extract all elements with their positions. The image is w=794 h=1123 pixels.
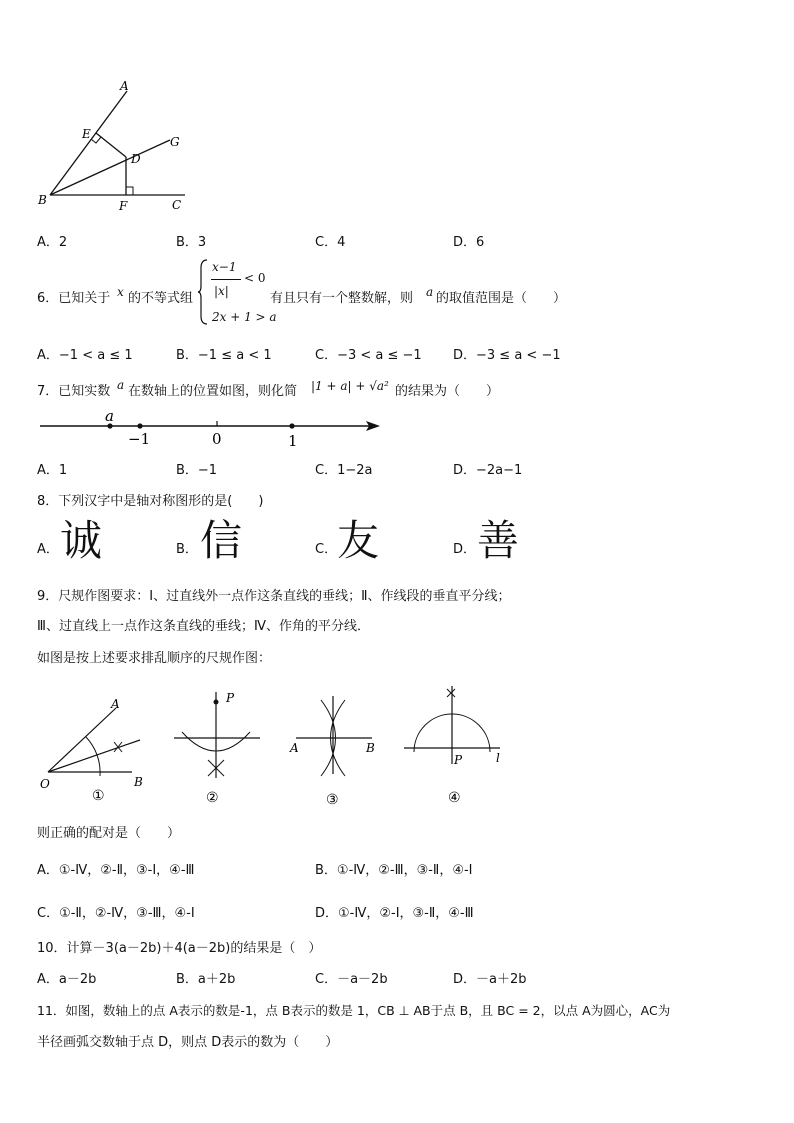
fig4-number: ④ — [448, 790, 461, 804]
q8-option-b-label[interactable]: B． — [176, 542, 198, 557]
q8-option-c-char[interactable]: 友 — [337, 516, 380, 565]
fig4-label-l: l — [496, 751, 500, 765]
q6-option-c[interactable]: C．−3 < a ≤ −1 — [315, 348, 422, 363]
construction-figure-1 — [36, 690, 156, 810]
fig3-label-A: A — [290, 741, 299, 755]
q9-line3: 如图是按上述要求排乱顺序的尺规作图： — [37, 651, 272, 666]
q6-suffix2: 的取值范围是（ ） — [436, 291, 567, 306]
q8-option-c-label[interactable]: C． — [315, 542, 338, 557]
construction-figure-2 — [168, 688, 268, 808]
axis-label-a: a — [105, 407, 114, 425]
q7-expression: |1 + a| + √a² — [311, 379, 389, 393]
q9-question: 则正确的配对是（ ） — [37, 826, 181, 841]
axis-label-minus-one: −1 — [128, 430, 151, 448]
fig1-label-O: O — [40, 777, 50, 791]
label-A: A — [120, 79, 129, 93]
construction-figure-4 — [396, 676, 516, 804]
q6-fraction-bar — [211, 279, 241, 280]
label-C: C — [172, 198, 182, 212]
q8-option-d-label[interactable]: D． — [453, 542, 477, 557]
label-F: F — [119, 199, 128, 213]
q9-option-d[interactable]: D．①-Ⅳ，②-Ⅰ，③-Ⅱ，④-Ⅲ — [315, 906, 474, 921]
construction-figure-3 — [288, 690, 388, 810]
q9-line1: 9．尺规作图要求：Ⅰ、过直线外一点作这条直线的垂线；Ⅱ、作线段的垂直平分线； — [37, 589, 511, 604]
fig1-label-B: B — [134, 775, 143, 789]
fig1-number: ① — [92, 788, 105, 804]
q5-option-d[interactable]: D．6 — [453, 235, 485, 250]
q8-option-b-char[interactable]: 信 — [200, 516, 243, 565]
q9-option-c[interactable]: C．①-Ⅱ，②-Ⅳ，③-Ⅲ，④-Ⅰ — [37, 906, 195, 921]
q6-eq1-denominator: |x| — [214, 284, 229, 298]
q5-option-b[interactable]: B．3 — [176, 235, 207, 250]
q10-option-b[interactable]: B．a＋2b — [176, 972, 236, 987]
q6-option-b[interactable]: B．−1 ≤ a < 1 — [176, 348, 272, 363]
fig1-label-A: A — [111, 697, 120, 711]
q6-suffix1: 有且只有一个整数解，则 — [270, 291, 414, 306]
fig3-number: ③ — [326, 792, 339, 808]
q11-line2: 半径画弧交数轴于点 D，则点 D表示的数为（ ） — [37, 1035, 339, 1050]
q10-option-a[interactable]: A．a－2b — [37, 972, 97, 987]
q8-option-a-label[interactable]: A． — [37, 542, 59, 557]
q9-line2: Ⅲ、过直线上一点作这条直线的垂线；Ⅳ、作角的平分线． — [37, 619, 370, 634]
angle-bisector-figure — [30, 78, 200, 218]
q6-var-a: a — [426, 285, 434, 299]
q9-option-b[interactable]: B．①-Ⅳ，②-Ⅲ，③-Ⅱ，④-Ⅰ — [315, 863, 473, 878]
q9-option-a[interactable]: A．①-Ⅳ，②-Ⅱ，③-Ⅰ，④-Ⅲ — [37, 863, 195, 878]
q7-option-d[interactable]: D．−2a−1 — [453, 463, 523, 478]
q10-option-d[interactable]: D．－a＋2b — [453, 972, 527, 987]
q7-suffix: 的结果为（ ） — [395, 384, 500, 399]
q6-eq1-numerator: x−1 — [212, 260, 237, 274]
label-D: D — [131, 152, 141, 166]
q7-option-c[interactable]: C．1−2a — [315, 463, 373, 478]
q6-prefix: 6．已知关于 — [37, 291, 111, 306]
q7-option-b[interactable]: B．−1 — [176, 463, 218, 478]
label-E: E — [82, 127, 91, 141]
q6-eq1-relation: < 0 — [244, 271, 266, 285]
q6-var-x: x — [117, 285, 124, 299]
fig2-number: ② — [206, 790, 219, 806]
q6-mid: 的不等式组 — [128, 291, 194, 306]
q8-option-a-char[interactable]: 诚 — [60, 516, 103, 565]
q7-var-a: a — [117, 378, 125, 392]
q6-eq2: 2x + 1 > a — [212, 310, 277, 324]
label-G: G — [170, 135, 180, 149]
label-B: B — [38, 193, 47, 207]
q10-option-c[interactable]: C．－a－2b — [315, 972, 388, 987]
q7-mid: 在数轴上的位置如图，则化简 — [128, 384, 298, 399]
q6-option-d[interactable]: D．−3 ≤ a < −1 — [453, 348, 561, 363]
fig4-label-P: P — [454, 753, 463, 767]
q6-option-a[interactable]: A．−1 < a ≤ 1 — [37, 348, 133, 363]
fig3-label-B: B — [366, 741, 375, 755]
q11-line1: 11．如图，数轴上的点 A表示的数是-1，点 B表示的数是 1，CB ⊥ AB于点 B，且 BC = 2，以点 A为圆心，AC为 — [37, 1003, 671, 1018]
q5-option-a[interactable]: A．2 — [37, 235, 68, 250]
fig2-label-P: P — [226, 691, 235, 705]
q7-option-a[interactable]: A．1 — [37, 463, 68, 478]
q10-question: 10．计算－3(a－2b)＋4(a－2b)的结果是（ ） — [37, 941, 322, 956]
axis-label-zero: 0 — [212, 430, 222, 448]
q5-option-c[interactable]: C．4 — [315, 235, 346, 250]
q8-question: 8．下列汉字中是轴对称图形的是( ) — [37, 494, 264, 509]
q6-brace — [197, 258, 209, 326]
number-line-q7 — [36, 404, 386, 452]
q7-prefix: 7．已知实数 — [37, 384, 111, 399]
q8-option-d-char[interactable]: 善 — [477, 516, 520, 565]
axis-label-one: 1 — [288, 432, 298, 450]
